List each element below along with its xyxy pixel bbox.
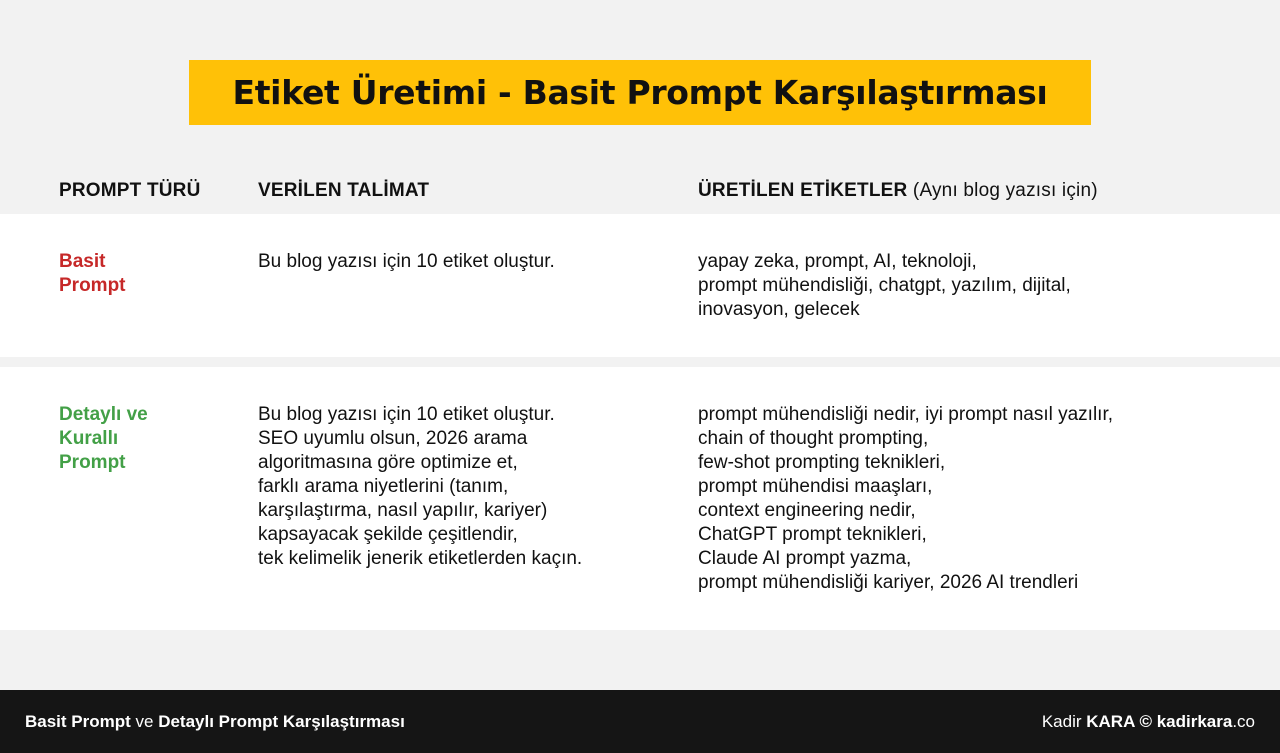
footer-caption-basic: Basit Prompt (25, 711, 131, 731)
tags-basic: yapay zeka, prompt, AI, teknoloji, prompt mühendisliği, chatgpt, yazılım, dijital, inovasyon, gelecek (698, 251, 1071, 320)
header-tags (698, 180, 1098, 202)
footer-credit-first: Kadir (1041, 711, 1087, 731)
table-row-detailed (0, 367, 1280, 630)
header-tags-note: (Aynı blog yazısı için) (912, 180, 1098, 201)
footer-caption-and: ve (130, 711, 159, 731)
header-tags-label: ÜRETİLEN ETİKETLER (698, 180, 908, 201)
title-banner (189, 60, 1091, 125)
table-header (0, 180, 1280, 214)
header-instruction: VERİLEN TALİMAT (258, 180, 430, 201)
footer-bar (0, 690, 1280, 753)
footer-caption-detailed: Detaylı Prompt Karşılaştırması (158, 711, 405, 731)
page-title: Etiket Üretimi - Basit Prompt Karşılaştırması (232, 73, 1048, 112)
instruction-detailed: Bu blog yazısı için 10 etiket oluştur. SEO uyumlu olsun, 2026 arama algoritmasına göre optimize et, farklı arama niyetlerini (tanım, karşılaştırma, nasıl yapılır, kariyer) kapsayacak şekilde çeşitlendir, tek kelimelik jenerik etiketlerden kaçın. (258, 404, 583, 569)
tags-detailed: prompt mühendisliği nedir, iyi prompt nasıl yazılır, chain of thought prompting, few-shot prompting teknikleri, prompt mühendisi maaşları, context engineering nedir, ChatGPT prompt teknikleri, Claude AI prompt yazma, prompt mühendisliği kariyer, 2026 AI trendleri (698, 404, 1114, 593)
table-row-basic (0, 214, 1280, 357)
prompt-type-detailed: Detaylı ve Kurallı Prompt (59, 404, 148, 473)
instruction-basic: Bu blog yazısı için 10 etiket oluştur. (258, 251, 555, 272)
footer-credit-brand: KARA © kadirkara (1086, 711, 1233, 731)
prompt-type-basic: Basit Prompt (59, 251, 126, 296)
header-prompt-type: PROMPT TÜRÜ (59, 180, 201, 201)
footer-caption (25, 712, 405, 732)
footer-credit (1042, 712, 1255, 732)
footer-credit-tld: .co (1232, 711, 1255, 731)
